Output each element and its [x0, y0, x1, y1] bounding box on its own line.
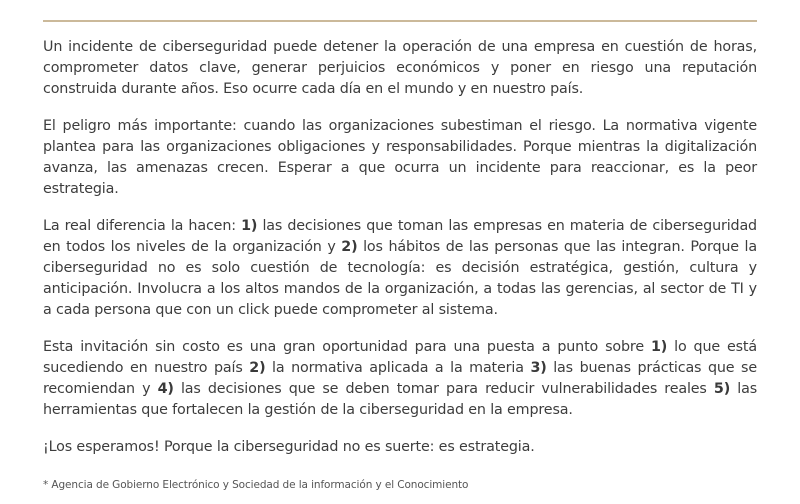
list-marker: 5) [713, 381, 731, 397]
paragraph-list [43, 37, 757, 458]
paragraph-text: Esta invitación sin costo es una gran oportunidad para una puesta a punto sobre [43, 339, 651, 355]
paragraph-3 [43, 216, 757, 321]
paragraph-text: la normativa aplicada a la materia [265, 360, 531, 376]
paragraph-text: las buenas prácticas que se recomiendan y [43, 360, 757, 397]
list-marker: 2) [249, 360, 266, 376]
footnote: * Agencia de Gobierno Electrónico y Sociedad de la información y el Conocimiento [43, 479, 469, 491]
list-marker: 1) [241, 218, 258, 234]
paragraph-5 [43, 437, 757, 458]
paragraph-2 [43, 116, 757, 200]
paragraph-text: Un incidente de ciberseguridad puede detener la operación de una empresa en cuestión de horas, comprometer datos clave, generar perjuicios económicos y poner en riesgo una reputación construida durante años. Eso ocurre cada día en el mundo y en nuestro país. [43, 39, 757, 97]
list-marker: 2) [341, 239, 358, 255]
paragraph-text: El peligro más importante: cuando las organizaciones subestiman el riesgo. La normativa vigente plantea para las organizaciones obligaciones y responsabilidades. Porque mientras la digitalización avanza, las amenazas crecen. Esperar a que ocurra un incidente para reaccionar, es la peor estrategia. [43, 118, 757, 197]
list-marker: 3) [530, 360, 547, 376]
paragraph-4 [43, 337, 757, 421]
paragraph-text: las herramientas que fortalecen la gestión de la ciberseguridad en la empresa. [43, 381, 757, 418]
body-content [43, 37, 757, 492]
list-marker: 1) [650, 339, 668, 355]
list-marker: 4) [157, 381, 174, 397]
paragraph-text: lo que está sucediendo en nuestro país [43, 339, 757, 376]
paragraph-1 [43, 37, 757, 100]
paragraph-text: los hábitos de las personas que las integran. Porque la ciberseguridad no es solo cuestión de tecnología: es decisión estratégica, gestión, cultura y anticipación. Involucra a los altos mandos de la organización, a todas las gerencias, al sector de TI y a cada persona que con un click puede comprometer al sistema. [43, 239, 757, 318]
paragraph-text: ¡Los esperamos! Porque la ciberseguridad no es suerte: es estrategia. [43, 439, 535, 455]
paragraph-text: La real diferencia la hacen: [43, 218, 242, 234]
paragraph-text: las decisiones que se deben tomar para reducir vulnerabilidades reales [173, 381, 714, 397]
paragraph-text: las decisiones que toman las empresas en materia de ciberseguridad en todos los niveles de la organización y [43, 218, 757, 255]
top-divider [43, 20, 757, 22]
